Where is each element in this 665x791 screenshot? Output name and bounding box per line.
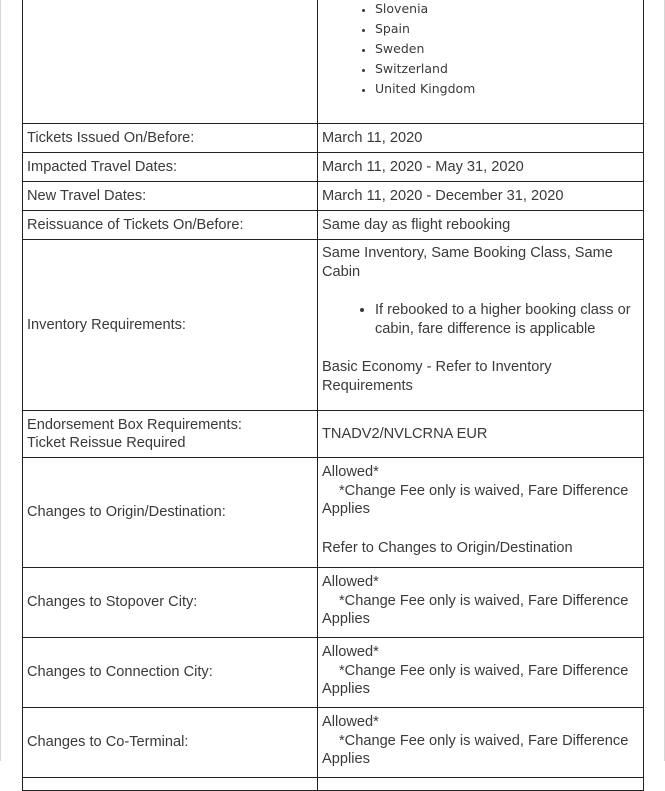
table-row-tickets-issued (23, 124, 644, 153)
origin-refer: Refer to Changes to Origin/Destination (322, 539, 573, 556)
new-dates-label: New Travel Dates: (23, 182, 318, 211)
endorsement-label: Endorsement Box Requirements: (27, 416, 242, 433)
connection-label: Changes to Connection City: (23, 638, 318, 708)
endorsement-label-cell (23, 411, 318, 458)
page-left-edge (0, 0, 1, 761)
next-value-cell (318, 778, 644, 791)
stopover-value-cell (318, 568, 644, 638)
inventory-intro: Same Inventory, Same Booking Class, Same Cabin (322, 245, 613, 280)
origin-spacer (322, 519, 639, 539)
inventory-label: Inventory Requirements: (23, 240, 318, 411)
country-list (322, 0, 639, 99)
connection-value-cell (318, 638, 644, 708)
inventory-note: Basic Economy - Refer to Inventory Requirements (322, 359, 552, 394)
countries-label-cell (23, 0, 318, 124)
coterminal-value-cell (318, 708, 644, 778)
stopover-label: Changes to Stopover City: (23, 568, 318, 638)
country-item: • Switzerland (375, 59, 639, 79)
reissuance-value: Same day as flight rebooking (318, 211, 644, 240)
coterminal-fee-note: *Change Fee only is waived, Fare Difference Applies (322, 732, 629, 767)
impacted-dates-value: March 11, 2020 - May 31, 2020 (318, 153, 644, 182)
connection-allowed: Allowed* (322, 644, 379, 660)
tickets-issued-value: March 11, 2020 (318, 124, 644, 153)
travel-policy-table (22, 0, 644, 791)
coterminal-allowed: Allowed* (322, 714, 379, 730)
table-row-new-dates (23, 182, 644, 211)
origin-fee-note: *Change Fee only is waived, Fare Difference Applies (322, 482, 629, 517)
endorsement-value: TNADV2/NVLCRNA EUR (318, 411, 644, 458)
origin-label: Changes to Origin/Destination: (23, 458, 318, 568)
origin-allowed: Allowed* (322, 464, 379, 480)
next-label-cell (23, 778, 318, 791)
origin-value-cell (318, 458, 644, 568)
table-row-endorsement (23, 411, 644, 458)
table-row-inventory (23, 240, 644, 411)
endorsement-sublabel: Ticket Reissue Required (27, 435, 186, 451)
table-row-coterminal (23, 708, 644, 778)
reissuance-label: Reissuance of Tickets On/Before: (23, 211, 318, 240)
country-item: • Spain (375, 19, 639, 39)
country-item: • United Kingdom (375, 79, 639, 99)
table-row-connection (23, 638, 644, 708)
tickets-issued-label: Tickets Issued On/Before: (23, 124, 318, 153)
impacted-dates-label: Impacted Travel Dates: (23, 153, 318, 182)
coterminal-label: Changes to Co-Terminal: (23, 708, 318, 778)
table-row-reissuance (23, 211, 644, 240)
stopover-allowed: Allowed* (322, 574, 379, 590)
new-dates-value: March 11, 2020 - December 31, 2020 (318, 182, 644, 211)
table-row-next (23, 778, 644, 791)
inventory-bullet: • If rebooked to a higher booking class or cabin, fare difference is applicable (375, 301, 639, 338)
table-row-stopover (23, 568, 644, 638)
stopover-fee-note: *Change Fee only is waived, Fare Difference Applies (322, 592, 629, 627)
countries-value-cell (318, 0, 644, 124)
inventory-value-cell (318, 240, 644, 411)
inventory-bullet-list (322, 301, 639, 338)
table-row-countries (23, 0, 644, 124)
table-row-impacted-dates (23, 153, 644, 182)
table-row-origin (23, 458, 644, 568)
country-item: • Slovenia (375, 0, 639, 19)
connection-fee-note: *Change Fee only is waived, Fare Difference Applies (322, 662, 629, 697)
country-item: • Sweden (375, 39, 639, 59)
